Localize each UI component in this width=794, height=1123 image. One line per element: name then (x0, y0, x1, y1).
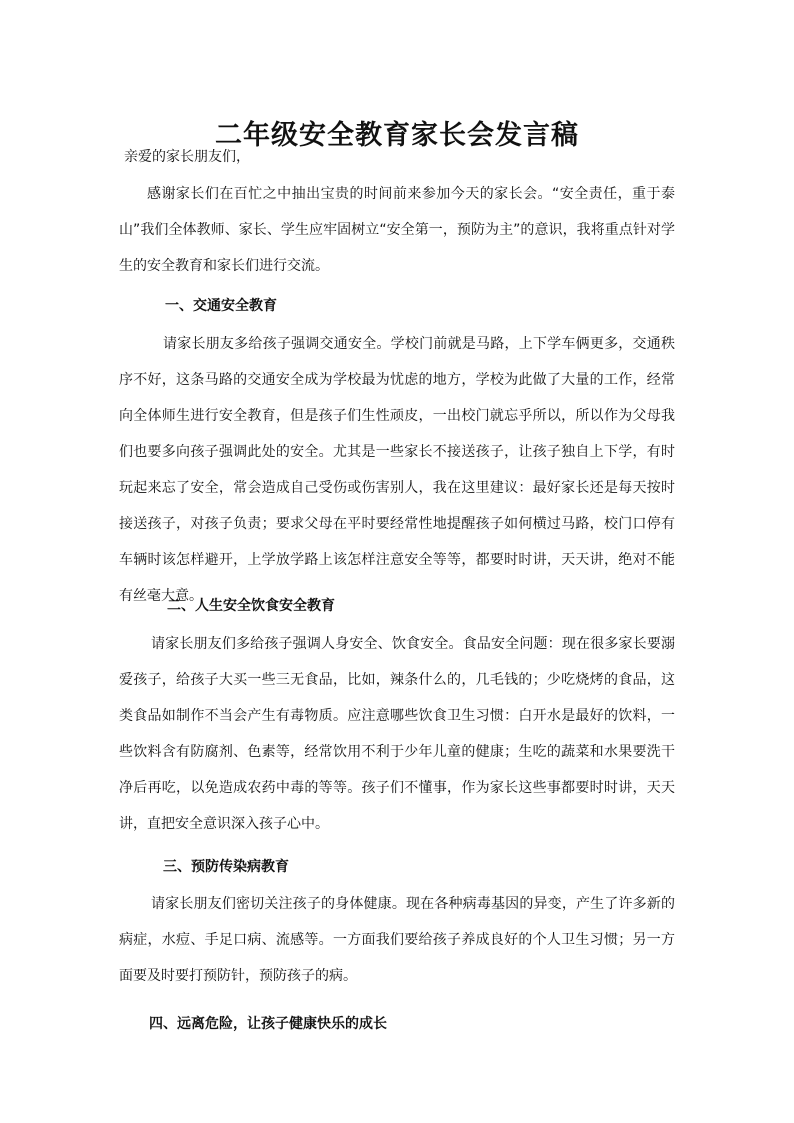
section-body-food: 请家长朋友们多给孩子强调人身安全、饮食安全。食品安全问题：现在很多家长要溺爱孩子，给孩子大买一些三无食品，比如，辣条什么的，几毛钱的；少吃烧烤的食品，这类食品如制作不当会产生有毒物质。应注意哪些饮食卫生习惯：白开水是最好的饮料，一些饮料含有防腐剂、色素等，经常饮用不利于少年儿童的健康；生吃的蔬菜和水果要洗干净后再吃，以免造成农药中毒的等等。孩子们不懂事，作为家长这些事都要时时讲，天天讲，直把安全意识深入孩子心中。 (119, 636, 675, 832)
section-heading-traffic: 一、交通安全教育 (165, 298, 277, 314)
document-title: 二年级安全教育家长会发言稿 (215, 120, 579, 152)
section-body-traffic: 请家长朋友多给孩子强调交通安全。学校门前就是马路，上下学车俩更多，交通秩序不好，这条马路的交通安全成为学校最为忧虑的地方，学校为此做了大量的工作，经常向全体师生进行安全教育，但是孩子们生性顽皮，一出校门就忘乎所以，所以作为父母我们也要多向孩子强调此处的安全。尤其是一些家长不接送孩子，让孩子独自上下学，有时玩起来忘了安全，常会造成自己受伤或伤害别人，我在这里建议：最好家长还是每天按时接送孩子，对孩子负责；要求父母在平时要经常性地提醒孩子如何横过马路，校门口停有车辆时该怎样避开，上学放学路上该怎样注意安全等等，都要时时讲，天天讲，绝对不能有丝毫大意。 (119, 336, 675, 604)
section-heading-danger: 四、远离危险，让孩子健康快乐的成长 (149, 1016, 387, 1032)
section-heading-food: 二、人生安全饮食安全教育 (167, 598, 335, 614)
intro-paragraph: 感谢家长们在百忙之中抽出宝贵的时间前来参加今天的家长会。“安全责任，重于泰山”我们全体教师、家长、学生应牢固树立“安全第一，预防为主”的意识，我将重点针对学生的安全教育和家长们进行交流。 (119, 186, 675, 274)
section-body-disease: 请家长朋友们密切关注孩子的身体健康。现在各种病毒基因的异变，产生了许多新的病症，水痘、手足口病、流感等。一方面我们要给孩子养成良好的个人卫生习惯；另一方面要及时要打预防针，预防孩子的病。 (119, 896, 675, 984)
section-heading-disease: 三、预防传染病教育 (163, 859, 289, 875)
greeting: 亲爱的家长朋友们， (124, 149, 250, 165)
